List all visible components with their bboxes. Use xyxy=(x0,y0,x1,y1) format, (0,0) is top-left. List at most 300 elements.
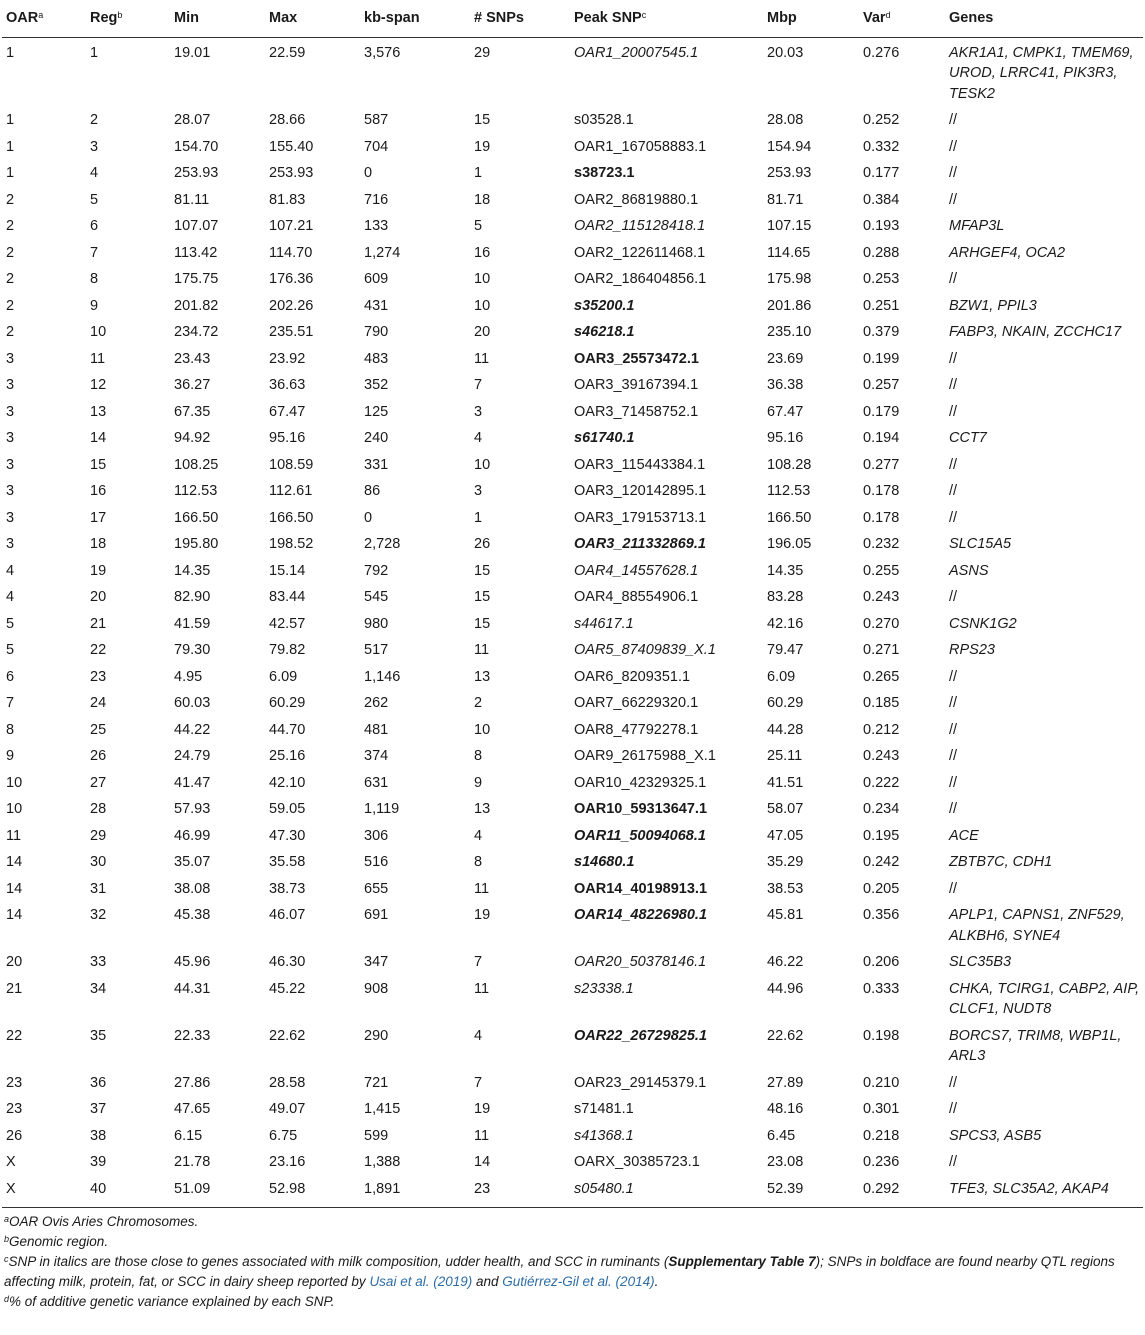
table-row xyxy=(2,976,1143,1023)
oar-cell: 2 xyxy=(6,324,15,340)
max-cell: 107.21 xyxy=(269,218,314,234)
snp-count-cell: 13 xyxy=(474,668,491,685)
snp-count-cell: 19 xyxy=(474,907,491,923)
table-row xyxy=(2,425,1143,452)
snp-count-cell: 15 xyxy=(474,112,491,128)
genes-cell: // xyxy=(949,138,958,155)
table-row xyxy=(2,1149,1143,1176)
min-cell: 107.07 xyxy=(174,218,219,234)
mbp-cell: 38.53 xyxy=(767,880,804,897)
mbp-cell: 6.45 xyxy=(767,1127,796,1144)
min-cell: 36.27 xyxy=(174,377,211,393)
max-cell: 166.50 xyxy=(269,509,314,526)
variance-cell: 0.257 xyxy=(863,377,900,393)
snp-count-cell: 7 xyxy=(474,1074,483,1091)
oar-cell: 3 xyxy=(6,430,15,446)
min-cell: 175.75 xyxy=(174,271,219,287)
snp-count-cell: 16 xyxy=(474,244,491,261)
peak-snp-cell: OAR3_120142895.1 xyxy=(574,483,707,499)
mbp-cell: 20.03 xyxy=(767,44,804,61)
genes-cell: // xyxy=(949,403,958,420)
mbp-cell: 6.09 xyxy=(767,668,796,685)
max-cell: 95.16 xyxy=(269,430,306,446)
table-row xyxy=(2,849,1143,876)
kb-span-cell: 347 xyxy=(364,954,389,970)
column-header-label: # SNPs xyxy=(474,10,524,26)
oar-cell: 2 xyxy=(6,244,15,261)
mbp-cell: 14.35 xyxy=(767,562,804,579)
min-cell: 201.82 xyxy=(174,297,219,314)
table-row xyxy=(2,346,1143,373)
variance-cell: 0.252 xyxy=(863,112,900,128)
region-cell: 5 xyxy=(90,191,99,208)
region-cell: 21 xyxy=(90,615,107,632)
max-cell: 49.07 xyxy=(269,1101,306,1117)
peak-snp-cell: s35200.1 xyxy=(574,297,635,314)
table-row xyxy=(2,399,1143,426)
min-cell: 41.47 xyxy=(174,774,211,791)
peak-snp-cell: s61740.1 xyxy=(574,430,635,446)
mbp-cell: 36.38 xyxy=(767,377,804,393)
region-cell: 11 xyxy=(90,350,106,367)
peak-snp-cell: OAR3_211332869.1 xyxy=(574,536,706,552)
max-cell: 79.82 xyxy=(269,642,306,658)
region-cell: 35 xyxy=(90,1027,107,1044)
min-cell: 79.30 xyxy=(174,642,211,658)
region-cell: 38 xyxy=(90,1127,107,1144)
genes-cell: ZBTB7C, CDH1 xyxy=(949,854,1053,870)
table-row xyxy=(2,584,1143,611)
genes-cell: CSNK1G2 xyxy=(949,615,1017,632)
genes-cell: // xyxy=(949,1074,958,1091)
region-cell: 32 xyxy=(90,907,107,923)
genes-cell: // xyxy=(949,112,958,128)
mbp-cell: 201.86 xyxy=(767,297,812,314)
variance-cell: 0.194 xyxy=(863,430,900,446)
region-cell: 16 xyxy=(90,483,107,499)
table-row xyxy=(2,1176,1143,1208)
kb-span-cell: 691 xyxy=(364,907,389,923)
footnote-mark: b xyxy=(4,1234,10,1244)
mbp-cell: 108.28 xyxy=(767,456,812,473)
variance-cell: 0.198 xyxy=(863,1027,900,1044)
variance-cell: 0.276 xyxy=(863,44,900,61)
snp-count-cell: 11 xyxy=(474,1127,490,1144)
min-cell: 4.95 xyxy=(174,668,203,685)
oar-cell: 21 xyxy=(6,980,23,997)
min-cell: 195.80 xyxy=(174,536,219,552)
peak-snp-cell: s14680.1 xyxy=(574,854,635,870)
genes-cell: CHKA, TCIRG1, CABP2, AIP, CLCF1, NUDT8 xyxy=(949,980,1140,1017)
region-cell: 29 xyxy=(90,827,107,844)
mbp-cell: 83.28 xyxy=(767,589,804,605)
kb-span-cell: 792 xyxy=(364,562,389,579)
kb-span-cell: 1,274 xyxy=(364,244,401,261)
min-cell: 38.08 xyxy=(174,880,211,897)
oar-cell: 6 xyxy=(6,668,15,685)
footnote-text: and xyxy=(472,1274,503,1289)
variance-cell: 0.177 xyxy=(863,165,900,181)
footnote-b xyxy=(4,1232,1145,1252)
snp-count-cell: 13 xyxy=(474,801,491,817)
min-cell: 57.93 xyxy=(174,801,211,817)
mbp-cell: 67.47 xyxy=(767,403,804,420)
table-row xyxy=(2,187,1143,214)
table-row xyxy=(2,1070,1143,1097)
peak-snp-cell: OAR7_66229320.1 xyxy=(574,695,699,711)
peak-snp-cell: OAR2_122611468.1 xyxy=(574,244,706,261)
peak-snp-cell: OAR2_86819880.1 xyxy=(574,191,699,208)
peak-snp-cell: OAR5_87409839_X.1 xyxy=(574,642,716,658)
reference-link-usai[interactable]: Usai et al. (2019) xyxy=(369,1274,473,1289)
kb-span-cell: 1,415 xyxy=(364,1101,401,1117)
kb-span-cell: 908 xyxy=(364,980,389,997)
table-row xyxy=(2,1096,1143,1123)
kb-span-cell: 86 xyxy=(364,483,381,499)
reference-link-gutierrez[interactable]: Gutiérrez-Gil et al. (2014) xyxy=(502,1274,655,1289)
oar-cell: 2 xyxy=(6,218,15,234)
max-cell: 42.57 xyxy=(269,615,306,632)
footnote-text: OAR Ovis Aries Chromosomes. xyxy=(9,1214,199,1229)
mbp-cell: 27.89 xyxy=(767,1074,804,1091)
genes-cell: // xyxy=(949,1154,958,1170)
mbp-cell: 107.15 xyxy=(767,218,812,234)
mbp-cell: 166.50 xyxy=(767,509,812,526)
max-cell: 112.61 xyxy=(269,483,313,499)
snp-count-cell: 1 xyxy=(474,509,483,526)
oar-cell: 14 xyxy=(6,854,23,870)
kb-span-cell: 431 xyxy=(364,297,389,314)
column-header xyxy=(86,0,170,37)
table-row xyxy=(2,611,1143,638)
footnote-c xyxy=(4,1252,1145,1292)
peak-snp-cell: OAR4_14557628.1 xyxy=(574,562,699,579)
peak-snp-cell: OAR2_115128418.1 xyxy=(574,218,706,234)
oar-cell: 20 xyxy=(6,954,23,970)
table-row xyxy=(2,637,1143,664)
supplementary-table-link[interactable]: Supplementary Table 7 xyxy=(668,1254,816,1269)
region-cell: 28 xyxy=(90,801,107,817)
genes-cell: // xyxy=(949,721,958,738)
mbp-cell: 114.65 xyxy=(767,244,811,261)
peak-snp-cell: OAR3_179153713.1 xyxy=(574,509,707,526)
snp-count-cell: 10 xyxy=(474,271,491,287)
snp-count-cell: 10 xyxy=(474,456,491,473)
table-row xyxy=(2,664,1143,691)
oar-cell: X xyxy=(6,1154,16,1170)
oar-cell: 3 xyxy=(6,350,15,367)
peak-snp-cell: s44617.1 xyxy=(574,615,634,632)
kb-span-cell: 352 xyxy=(364,377,389,393)
genes-cell: // xyxy=(949,589,958,605)
max-cell: 46.30 xyxy=(269,954,306,970)
variance-cell: 0.212 xyxy=(863,721,900,738)
oar-cell: 3 xyxy=(6,536,15,552)
table-row xyxy=(2,717,1143,744)
snp-count-cell: 15 xyxy=(474,589,491,605)
region-cell: 31 xyxy=(90,880,107,897)
footnote-text: Genomic region. xyxy=(9,1234,109,1249)
min-cell: 113.42 xyxy=(174,244,218,261)
kb-span-cell: 517 xyxy=(364,642,389,658)
peak-snp-cell: OAR1_167058883.1 xyxy=(574,138,707,155)
mbp-cell: 52.39 xyxy=(767,1180,804,1197)
oar-cell: 3 xyxy=(6,377,15,393)
column-header xyxy=(2,0,86,37)
min-cell: 108.25 xyxy=(174,456,219,473)
oar-cell: 5 xyxy=(6,615,15,632)
peak-snp-cell: s03528.1 xyxy=(574,112,634,128)
variance-cell: 0.265 xyxy=(863,668,900,685)
variance-cell: 0.292 xyxy=(863,1180,900,1197)
peak-snp-cell: OAR6_8209351.1 xyxy=(574,668,691,685)
oar-cell: 8 xyxy=(6,721,15,738)
genes-cell: // xyxy=(949,509,958,526)
snp-count-cell: 15 xyxy=(474,562,491,579)
column-header-label: Mbp xyxy=(767,10,797,26)
peak-snp-cell: s38723.1 xyxy=(574,165,635,181)
oar-cell: 7 xyxy=(6,695,15,711)
region-cell: 24 xyxy=(90,695,107,711)
mbp-cell: 95.16 xyxy=(767,430,804,446)
oar-cell: 14 xyxy=(6,880,23,897)
genes-cell: // xyxy=(949,880,958,897)
snp-count-cell: 3 xyxy=(474,403,483,420)
kb-span-cell: 306 xyxy=(364,827,389,844)
min-cell: 24.79 xyxy=(174,748,211,764)
max-cell: 23.92 xyxy=(269,350,306,367)
genes-cell: // xyxy=(949,271,958,287)
min-cell: 94.92 xyxy=(174,430,211,446)
variance-cell: 0.218 xyxy=(863,1127,900,1144)
peak-snp-cell: OAR4_88554906.1 xyxy=(574,589,699,605)
max-cell: 42.10 xyxy=(269,774,306,791)
kb-span-cell: 980 xyxy=(364,615,389,632)
oar-cell: 2 xyxy=(6,271,15,287)
snp-count-cell: 18 xyxy=(474,191,491,208)
footnote-mark: b xyxy=(117,10,123,20)
region-cell: 37 xyxy=(90,1101,107,1117)
min-cell: 154.70 xyxy=(174,138,219,155)
snp-count-cell: 26 xyxy=(474,536,491,552)
region-cell: 1 xyxy=(90,44,99,61)
mbp-cell: 41.51 xyxy=(767,774,804,791)
variance-cell: 0.243 xyxy=(863,748,900,764)
min-cell: 81.11 xyxy=(174,191,210,208)
mbp-cell: 23.69 xyxy=(767,350,804,367)
genes-cell: BORCS7, TRIM8, WBP1L, ARL3 xyxy=(949,1027,1122,1064)
region-cell: 14 xyxy=(90,430,107,446)
kb-span-cell: 631 xyxy=(364,774,389,791)
snp-count-cell: 4 xyxy=(474,1027,483,1044)
table-row xyxy=(2,319,1143,346)
snp-count-cell: 10 xyxy=(474,721,491,738)
peak-snp-cell: s23338.1 xyxy=(574,980,634,997)
kb-span-cell: 331 xyxy=(364,456,389,473)
genes-cell: AKR1A1, CMPK1, TMEM69, UROD, LRRC41, PIK3R3, TESK2 xyxy=(949,44,1134,102)
oar-cell: 11 xyxy=(6,827,22,844)
region-cell: 13 xyxy=(90,403,107,420)
genes-cell: // xyxy=(949,748,958,764)
variance-cell: 0.255 xyxy=(863,562,900,579)
region-cell: 10 xyxy=(90,324,107,340)
max-cell: 36.63 xyxy=(269,377,306,393)
mbp-cell: 22.62 xyxy=(767,1027,804,1044)
region-cell: 15 xyxy=(90,456,107,473)
kb-span-cell: 609 xyxy=(364,271,389,287)
snp-count-cell: 8 xyxy=(474,854,483,870)
footnote-mark: a xyxy=(4,1214,10,1224)
genes-cell: SLC15A5 xyxy=(949,536,1012,552)
peak-snp-cell: OAR3_39167394.1 xyxy=(574,377,699,393)
max-cell: 67.47 xyxy=(269,403,306,420)
region-cell: 25 xyxy=(90,721,107,738)
variance-cell: 0.205 xyxy=(863,880,900,897)
kb-span-cell: 133 xyxy=(364,218,389,234)
table-row xyxy=(2,452,1143,479)
variance-cell: 0.185 xyxy=(863,695,900,711)
table-row xyxy=(2,293,1143,320)
peak-snp-cell: s71481.1 xyxy=(574,1101,634,1117)
mbp-cell: 47.05 xyxy=(767,827,804,844)
variance-cell: 0.242 xyxy=(863,854,900,870)
kb-span-cell: 721 xyxy=(364,1074,389,1091)
header-row xyxy=(2,0,1143,37)
max-cell: 253.93 xyxy=(269,165,314,181)
oar-cell: 10 xyxy=(6,801,23,817)
variance-cell: 0.379 xyxy=(863,324,900,340)
max-cell: 47.30 xyxy=(269,827,306,844)
oar-cell: 4 xyxy=(6,562,15,579)
min-cell: 82.90 xyxy=(174,589,211,605)
table-row xyxy=(2,213,1143,240)
peak-snp-cell: OAR14_48226980.1 xyxy=(574,907,708,923)
column-header xyxy=(945,0,1143,37)
footnote-mark: c xyxy=(641,10,647,20)
snp-count-cell: 11 xyxy=(474,642,490,658)
oar-cell: 2 xyxy=(6,191,15,208)
variance-cell: 0.356 xyxy=(863,907,900,923)
footnote-text: SNP in italics are those close to genes associated with milk composition, udder health, and SCC in ruminants ( xyxy=(8,1254,669,1269)
min-cell: 6.15 xyxy=(174,1127,203,1144)
oar-cell: X xyxy=(6,1180,16,1197)
mbp-cell: 42.16 xyxy=(767,615,804,632)
max-cell: 38.73 xyxy=(269,880,306,897)
peak-snp-cell: OAR2_186404856.1 xyxy=(574,271,707,287)
min-cell: 45.96 xyxy=(174,954,211,970)
mbp-cell: 81.71 xyxy=(767,191,804,208)
snp-count-cell: 11 xyxy=(474,880,490,897)
column-header-label: OAR xyxy=(6,10,39,26)
snp-count-cell: 14 xyxy=(474,1154,491,1170)
region-cell: 36 xyxy=(90,1074,107,1091)
genes-cell: ACE xyxy=(949,827,979,844)
variance-cell: 0.301 xyxy=(863,1101,900,1117)
table-row xyxy=(2,770,1143,797)
max-cell: 155.40 xyxy=(269,138,314,155)
column-header-label: Genes xyxy=(949,10,994,26)
mbp-cell: 48.16 xyxy=(767,1101,804,1117)
oar-cell: 3 xyxy=(6,483,15,499)
footnote-mark: d xyxy=(4,1294,10,1304)
kb-span-cell: 1,119 xyxy=(364,801,400,817)
table-row xyxy=(2,37,1143,107)
variance-cell: 0.206 xyxy=(863,954,900,970)
genes-cell: // xyxy=(949,695,958,711)
min-cell: 253.93 xyxy=(174,165,219,181)
mbp-cell: 154.94 xyxy=(767,138,812,155)
oar-cell: 1 xyxy=(6,138,15,155)
snp-count-cell: 20 xyxy=(474,324,491,340)
table-row xyxy=(2,478,1143,505)
kb-span-cell: 125 xyxy=(364,403,389,420)
oar-cell: 5 xyxy=(6,642,15,658)
table-row xyxy=(2,240,1143,267)
footnote-text: % of additive genetic variance explained by each SNP. xyxy=(9,1294,335,1309)
region-cell: 30 xyxy=(90,854,107,870)
oar-cell: 22 xyxy=(6,1027,23,1044)
table-row xyxy=(2,266,1143,293)
table-row xyxy=(2,160,1143,187)
peak-snp-cell: OAR10_59313647.1 xyxy=(574,801,708,817)
max-cell: 198.52 xyxy=(269,536,314,552)
region-cell: 8 xyxy=(90,271,99,287)
column-header xyxy=(570,0,763,37)
kb-span-cell: 0 xyxy=(364,165,373,181)
variance-cell: 0.179 xyxy=(863,403,900,420)
footnote-text: . xyxy=(654,1274,659,1289)
genes-cell: TFE3, SLC35A2, AKAP4 xyxy=(949,1180,1109,1197)
region-cell: 3 xyxy=(90,138,99,155)
table-row xyxy=(2,690,1143,717)
genes-cell: // xyxy=(949,350,958,367)
kb-span-cell: 587 xyxy=(364,112,389,128)
kb-span-cell: 704 xyxy=(364,138,389,155)
column-header xyxy=(170,0,265,37)
region-cell: 23 xyxy=(90,668,107,685)
variance-cell: 0.199 xyxy=(863,350,900,367)
kb-span-cell: 545 xyxy=(364,589,389,605)
footnote-text: ); SNPs in boldface are found nearby QTL regions affecting milk, protein, fat, or SCC in dairy sheep reported by xyxy=(4,1254,1115,1289)
min-cell: 23.43 xyxy=(174,350,211,367)
mbp-cell: 23.08 xyxy=(767,1154,804,1170)
genes-cell: RPS23 xyxy=(949,642,995,658)
table-row xyxy=(2,902,1143,949)
mbp-cell: 112.53 xyxy=(767,483,811,499)
snp-count-cell: 8 xyxy=(474,748,483,764)
region-cell: 12 xyxy=(90,377,107,393)
mbp-cell: 44.96 xyxy=(767,980,804,997)
genes-cell: // xyxy=(949,483,958,499)
oar-cell: 2 xyxy=(6,297,15,314)
variance-cell: 0.243 xyxy=(863,589,900,605)
min-cell: 22.33 xyxy=(174,1027,211,1044)
footnote-a xyxy=(4,1212,1145,1232)
min-cell: 14.35 xyxy=(174,562,211,579)
variance-cell: 0.193 xyxy=(863,218,900,234)
table-row xyxy=(2,1023,1143,1070)
column-header xyxy=(470,0,570,37)
footnote-d xyxy=(4,1292,1145,1312)
kb-span-cell: 262 xyxy=(364,695,389,711)
column-header-label: Var xyxy=(863,10,886,26)
table-row xyxy=(2,531,1143,558)
peak-snp-cell: s05480.1 xyxy=(574,1180,634,1197)
footnote-mark: c xyxy=(4,1254,9,1264)
max-cell: 6.09 xyxy=(269,668,298,685)
peak-snp-cell: OAR11_50094068.1 xyxy=(574,827,706,844)
snp-count-cell: 29 xyxy=(474,44,491,61)
